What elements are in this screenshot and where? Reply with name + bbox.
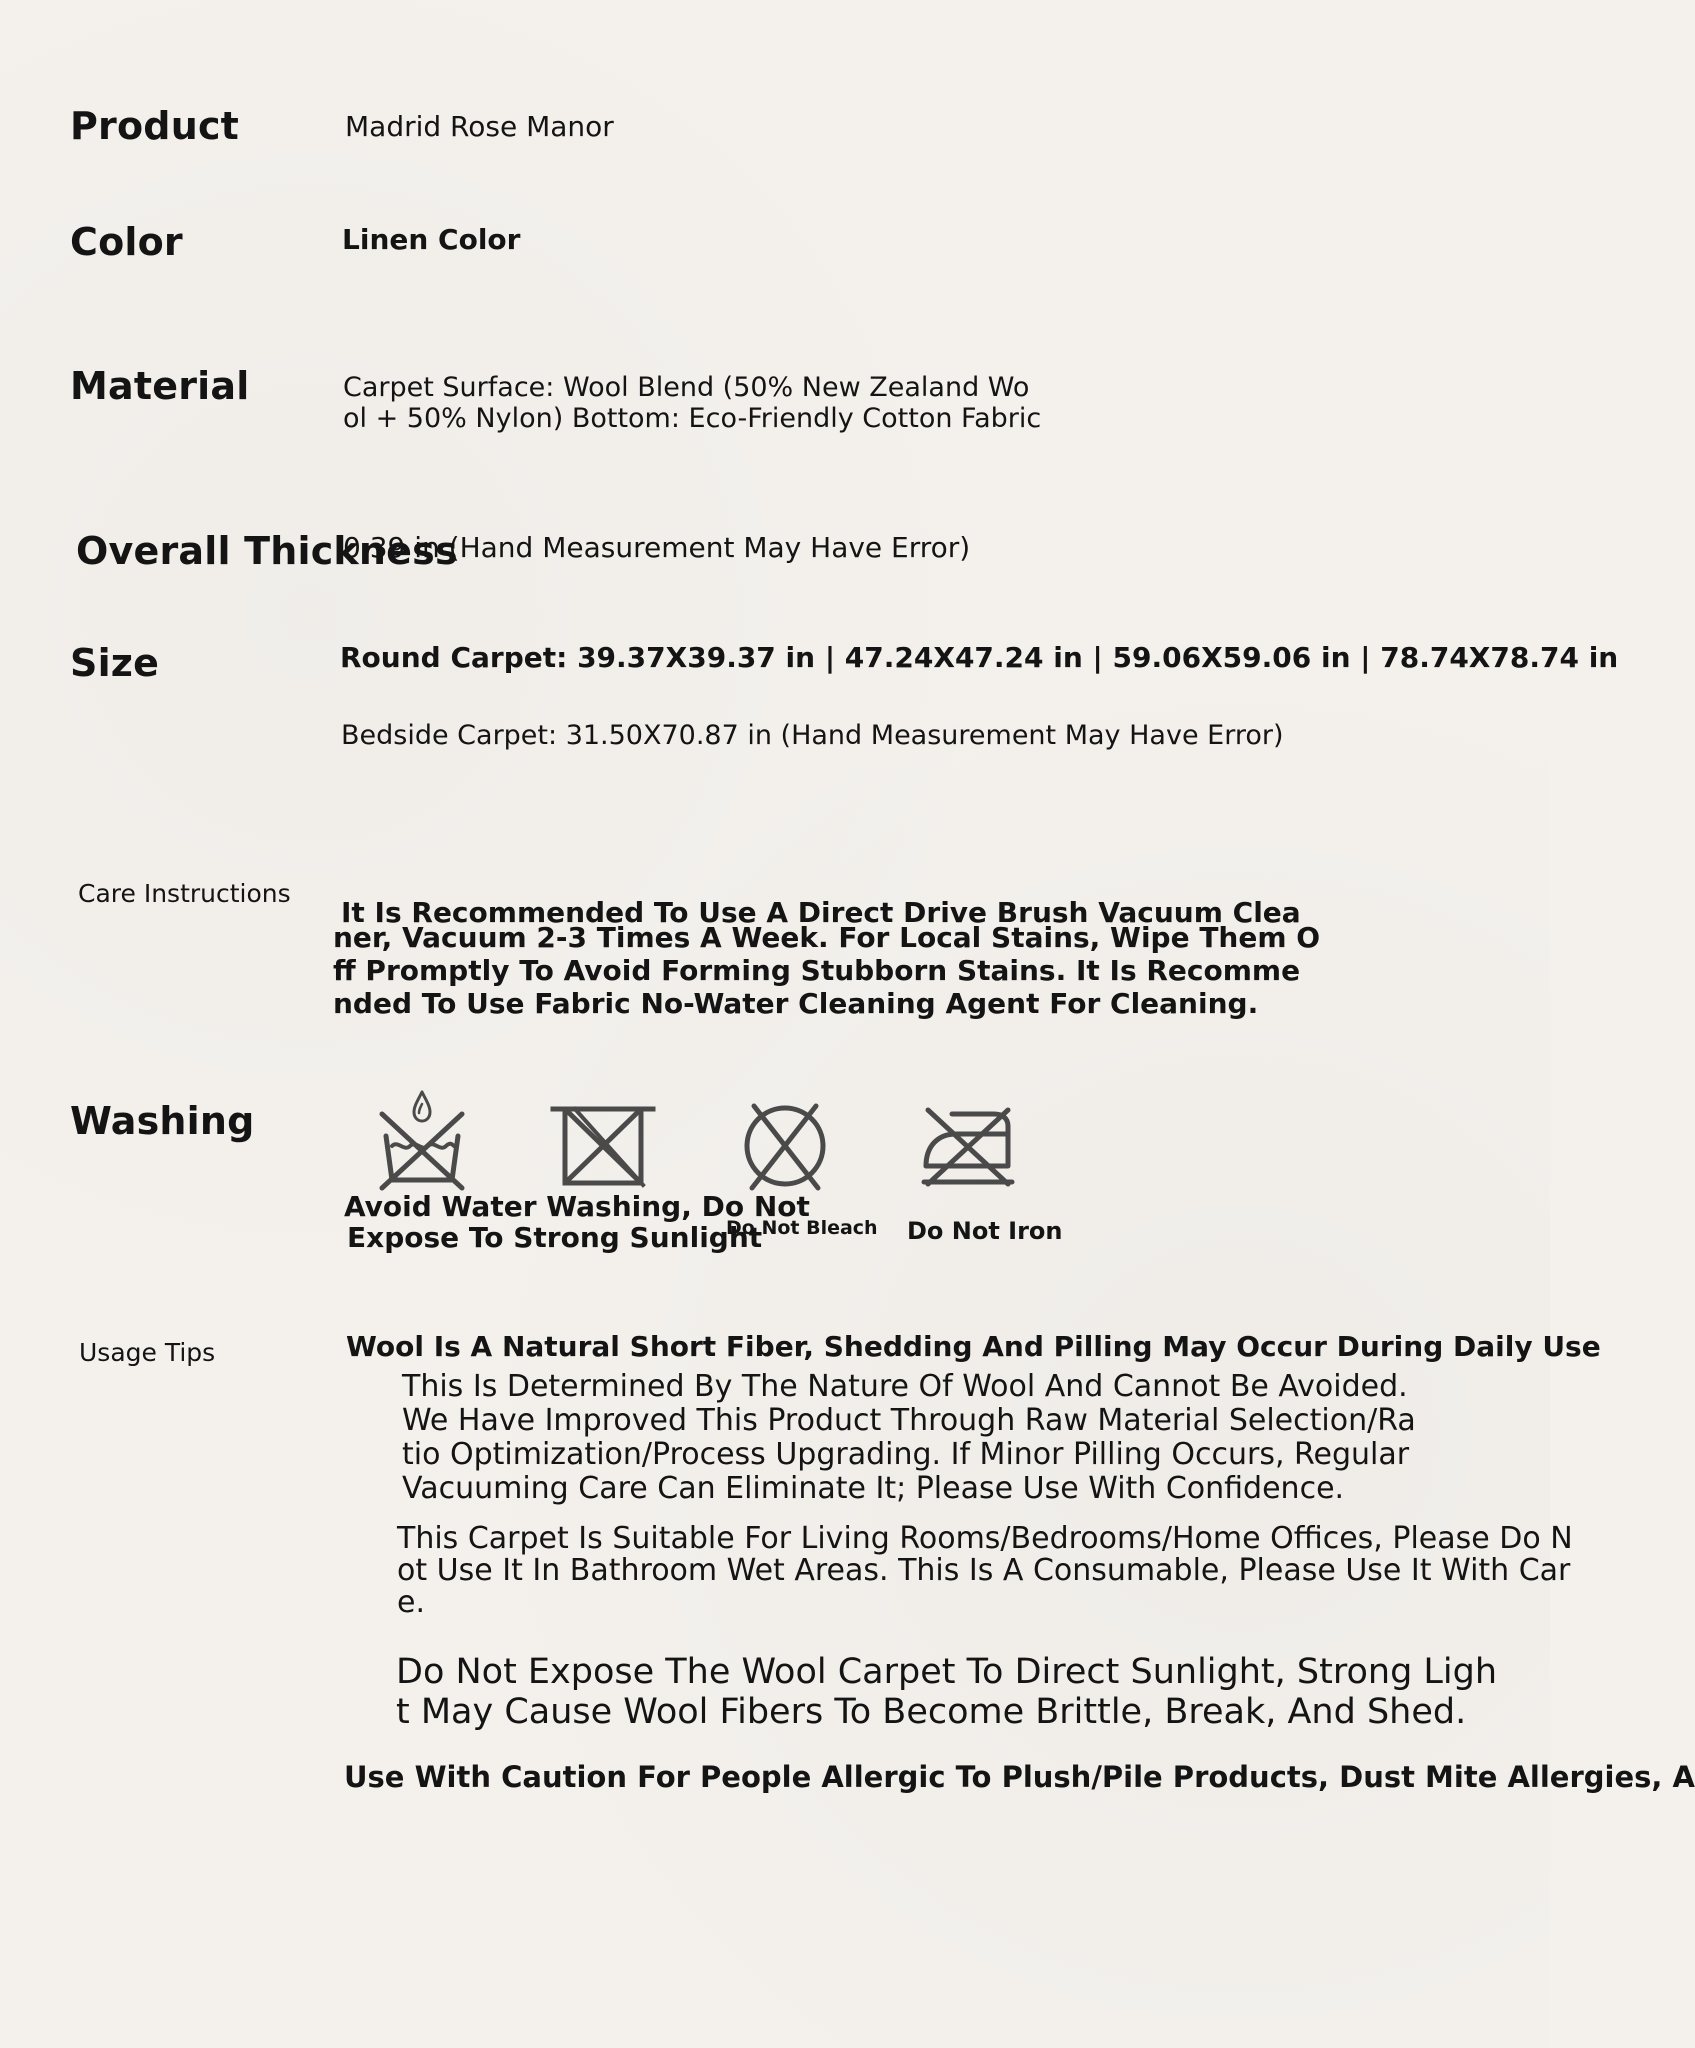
caption-line: Do Not Iron: [907, 1217, 1063, 1245]
no-bleach-icon: [740, 1100, 830, 1192]
usage-line: This Carpet Is Suitable For Living Rooms/Bedrooms/Home Offices, Please Do N: [397, 1521, 1573, 1556]
care-label: Care Instructions: [78, 879, 291, 908]
no-bleach-caption: [726, 1217, 878, 1240]
caption-line: Do Not Bleach: [726, 1217, 878, 1239]
size-bedside-value: Bedside Carpet: 31.50X70.87 in (Hand Measurement May Have Error): [341, 720, 1284, 751]
care-line: nded To Use Fabric No-Water Cleaning Agent For Cleaning.: [333, 987, 1259, 1020]
usage-line: e.: [397, 1585, 425, 1620]
usage-para-2: [397, 1523, 1573, 1619]
care-line: It Is Recommended To Use A Direct Drive Brush Vacuum Clea: [341, 896, 1301, 929]
no-water-wash-icon: [380, 1090, 464, 1190]
usage-label: Usage Tips: [79, 1338, 216, 1367]
usage-line: tio Optimization/Process Upgrading. If Minor Pilling Occurs, Regular: [402, 1437, 1410, 1472]
no-iron-caption: [907, 1217, 1063, 1246]
color-label: Color: [70, 220, 183, 264]
material-line: ol + 50% Nylon) Bottom: Eco-Friendly Cotton Fabric: [343, 403, 1042, 434]
material-label: Material: [70, 364, 250, 408]
product-label: Product: [70, 104, 240, 148]
usage-line: Vacuuming Care Can Eliminate It; Please Use With Confidence.: [402, 1471, 1345, 1506]
size-label: Size: [70, 641, 160, 685]
caption-line: Expose To Strong Sunlight: [347, 1221, 763, 1254]
usage-para-1: [402, 1370, 1416, 1506]
usage-line: t May Cause Wool Fibers To Become Brittle, Break, And Shed.: [396, 1692, 1467, 1732]
thickness-label: Overall Thickness: [76, 529, 458, 573]
care-line: ner, Vacuum 2-3 Times A Week. For Local Stains, Wipe Them O: [333, 921, 1321, 954]
size-round-value: Round Carpet: 39.37X39.37 in | 47.24X47.24 in | 59.06X59.06 in | 78.74X78.74 in: [340, 641, 1619, 674]
washing-label: Washing: [70, 1099, 255, 1143]
product-value: Madrid Rose Manor: [345, 110, 614, 143]
care-text: [333, 896, 1320, 1020]
usage-line: This Is Determined By The Nature Of Wool And Cannot Be Avoided.: [402, 1369, 1408, 1404]
care-line: ff Promptly To Avoid Forming Stubborn Stains. It Is Recomme: [333, 954, 1301, 987]
usage-heading: Wool Is A Natural Short Fiber, Shedding And Pilling May Occur During Daily Use: [346, 1330, 1601, 1363]
no-iron-icon: [922, 1104, 1014, 1188]
caption-line: Avoid Water Washing, Do Not: [344, 1190, 810, 1223]
usage-caution: Use With Caution For People Allergic To Plush/Pile Products, Dust Mite Allergies, A: [344, 1760, 1695, 1794]
usage-line: Do Not Expose The Wool Carpet To Direct Sunlight, Strong Ligh: [396, 1652, 1498, 1692]
material-value: [343, 372, 1041, 434]
no-tumble-dry-icon: [553, 1105, 653, 1187]
usage-line: We Have Improved This Product Through Raw Material Selection/Ra: [402, 1403, 1416, 1438]
color-value: Linen Color: [342, 223, 521, 256]
material-line: Carpet Surface: Wool Blend (50% New Zealand Wo: [343, 372, 1030, 403]
usage-line: ot Use It In Bathroom Wet Areas. This Is A Consumable, Please Use It With Car: [397, 1553, 1571, 1588]
thickness-value: 0.39 in (Hand Measurement May Have Error): [343, 531, 971, 564]
usage-para-3: [396, 1652, 1497, 1732]
